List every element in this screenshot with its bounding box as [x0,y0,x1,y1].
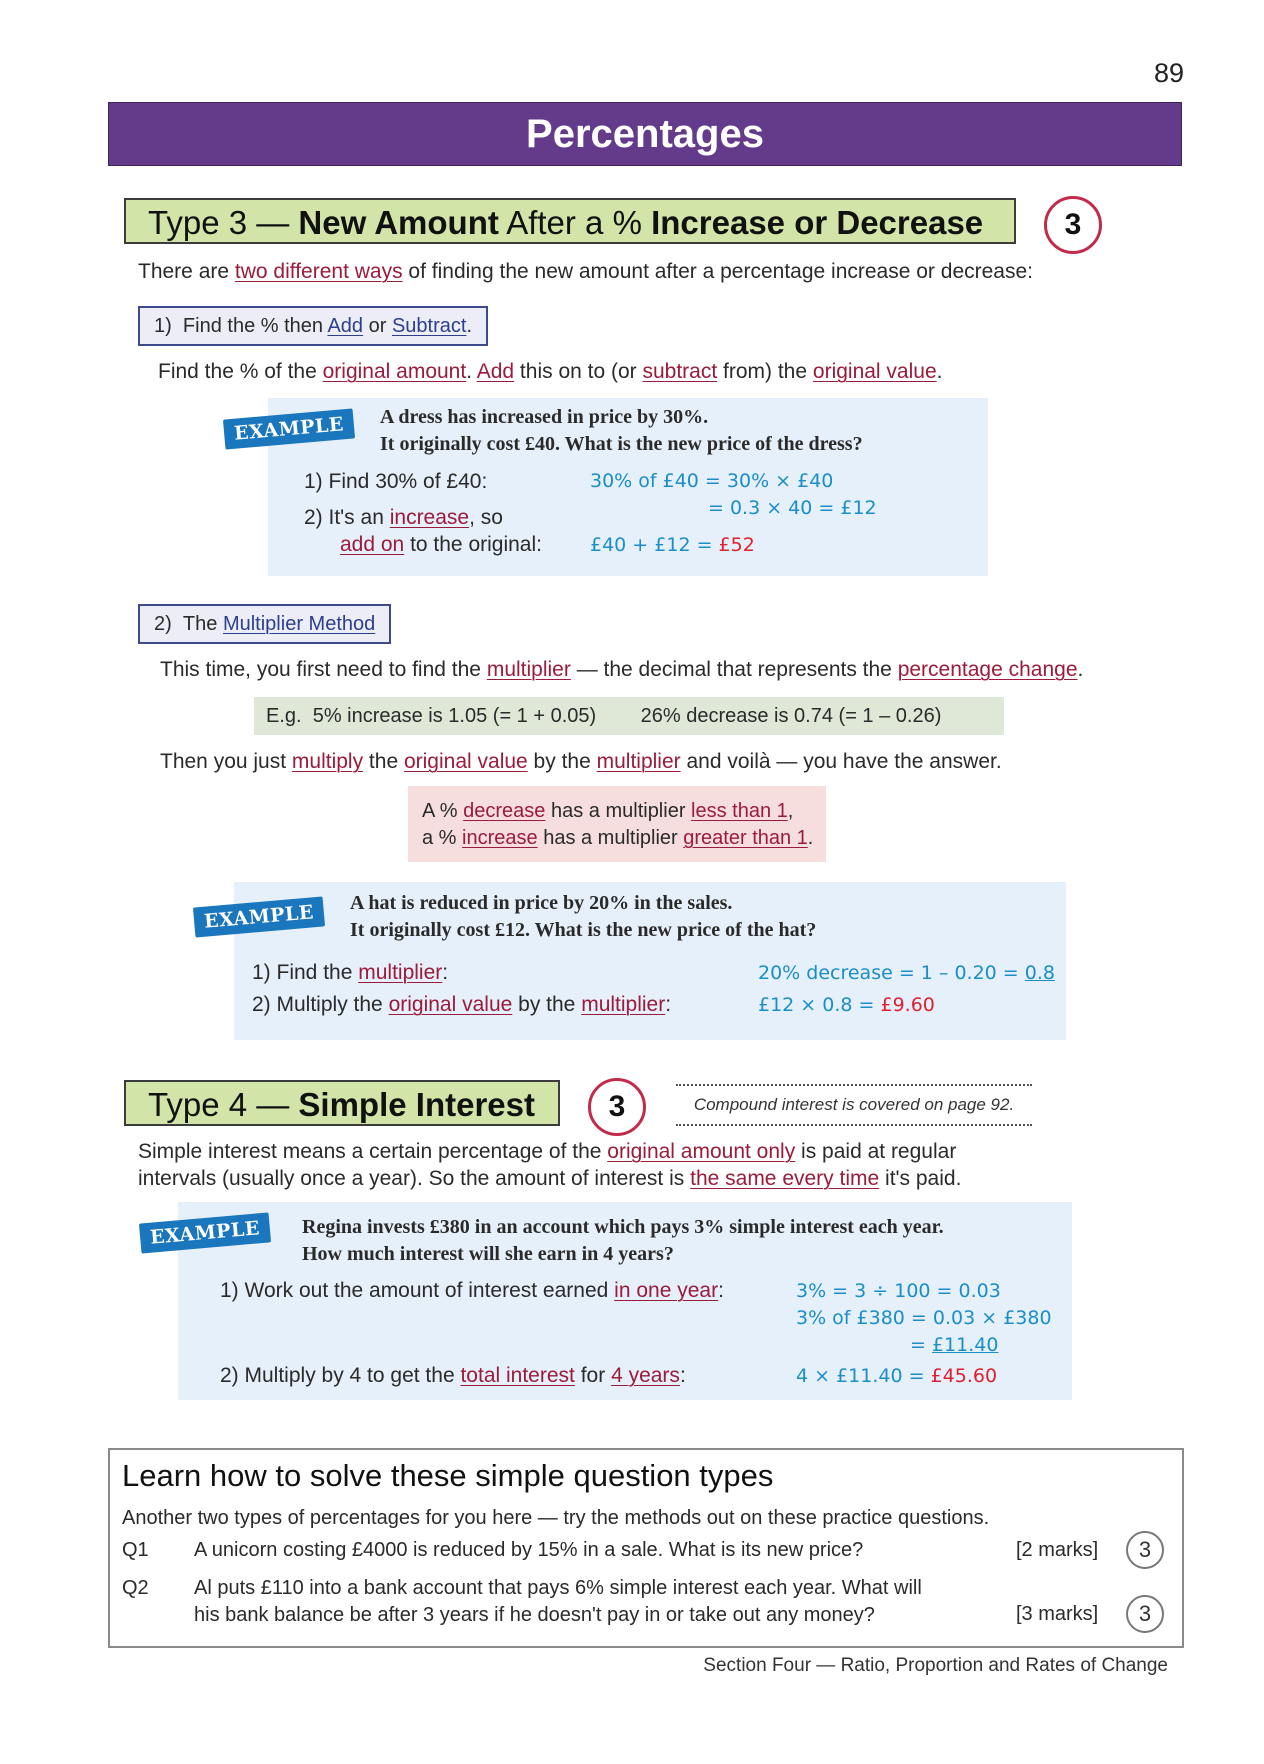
question-text: Al puts £110 into a bank account that pays 6% simple interest each year. What will his bank balance be after 3 years if he doesn't pay in or take out any money? [194,1577,922,1626]
example2-answer1: 20% decrease = 1 – 0.20 = 0.8 [758,962,1055,984]
example2-step1: 1) Find the multiplier: [252,961,449,984]
compound-note: Compound interest is covered on page 92. [676,1084,1032,1126]
page-title: Percentages [108,102,1182,166]
example2-answer2: £12 × 0.8 = £9.60 [758,994,935,1016]
example1-answer3: £40 + £12 = £52 [590,534,755,556]
question-text: A unicorn costing £4000 is reduced by 15% in a sale. What is its new price? [194,1539,864,1561]
grade-badge: 3 [1126,1531,1164,1569]
example2-tag: EXAMPLE [193,896,325,937]
method2-box: 2) The Multiplier Method [138,604,391,644]
method2-then: Then you just multiply the original value by the multiplier and voilà — you have the answer. [160,750,1002,773]
grade-badge: 3 [1044,196,1102,254]
example1-answer2: = 0.3 × 40 = £12 [708,497,877,519]
multiplier-examples: E.g. 5% increase is 1.05 (= 1 + 0.05) 26% decrease is 0.74 (= 1 – 0.26) [254,697,1004,735]
question-number: Q1 [122,1539,149,1561]
type3-intro: There are two different ways of finding the new amount after a percentage increase or decrease: [138,260,1033,283]
multiplier-rule-box: A % decrease has a multiplier less than 1, a % increase has a multiplier greater than 1. [408,786,826,862]
grade-badge: 3 [588,1078,646,1136]
practice-heading: Learn how to solve these simple question types [122,1458,774,1493]
type4-intro: Simple interest means a certain percentage of the original amount only is paid at regular intervals (usually once a year). So the amount of interest is the same every time it's paid. [138,1140,962,1190]
question-number: Q2 [122,1577,149,1599]
example3-answer4: 4 × £11.40 = £45.60 [796,1365,998,1387]
type4-heading: Type 4 — Simple Interest [124,1080,560,1126]
question-marks: [2 marks] [1016,1539,1099,1561]
example3-answer2: 3% of £380 = 0.03 × £380 [796,1307,1052,1329]
example3-step1: 1) Work out the amount of interest earned in one year: [220,1279,724,1302]
example2-step2: 2) Multiply the original value by the multiplier: [252,993,672,1016]
example1-tag: EXAMPLE [223,408,355,449]
example1-step1: 1) Find 30% of £40: [304,470,488,493]
example3-tag: EXAMPLE [139,1212,271,1253]
example2-question: A hat is reduced in price by 20% in the sales. It originally cost £12. What is the new price of the hat? [350,892,817,941]
example1-question: A dress has increased in price by 30%. It originally cost £40. What is the new price of the dress? [380,406,863,455]
type3-heading: Type 3 — New Amount After a % Increase or Decrease [124,198,1016,244]
example1-answer1: 30% of £40 = 30% × £40 [590,470,834,492]
section-footer: Section Four — Ratio, Proportion and Rates of Change [703,1655,1168,1676]
method2-desc: This time, you first need to find the multiplier — the decimal that represents the percentage change. [160,658,1084,681]
method1-box: 1) Find the % then Add or Subtract. [138,306,488,346]
page-number: 89 [1153,58,1184,88]
example3-question: Regina invests £380 in an account which pays 3% simple interest each year. How much interest will she earn in 4 years? [302,1216,944,1265]
link-two-ways: two different ways [234,260,403,283]
method1-desc: Find the % of the original amount. Add this on to (or subtract from) the original value. [158,360,943,383]
example1-step2: 2) It's an increase, so add on to the original: [304,506,542,556]
example3-answer1: 3% = 3 ÷ 100 = 0.03 [796,1280,1001,1302]
practice-intro: Another two types of percentages for you here — try the methods out on these practice questions. [122,1507,990,1529]
example3-step2: 2) Multiply by 4 to get the total interest for 4 years: [220,1364,686,1387]
example3-answer3: = £11.40 [910,1334,999,1356]
grade-badge: 3 [1126,1595,1164,1633]
question-marks: [3 marks] [1016,1603,1099,1625]
